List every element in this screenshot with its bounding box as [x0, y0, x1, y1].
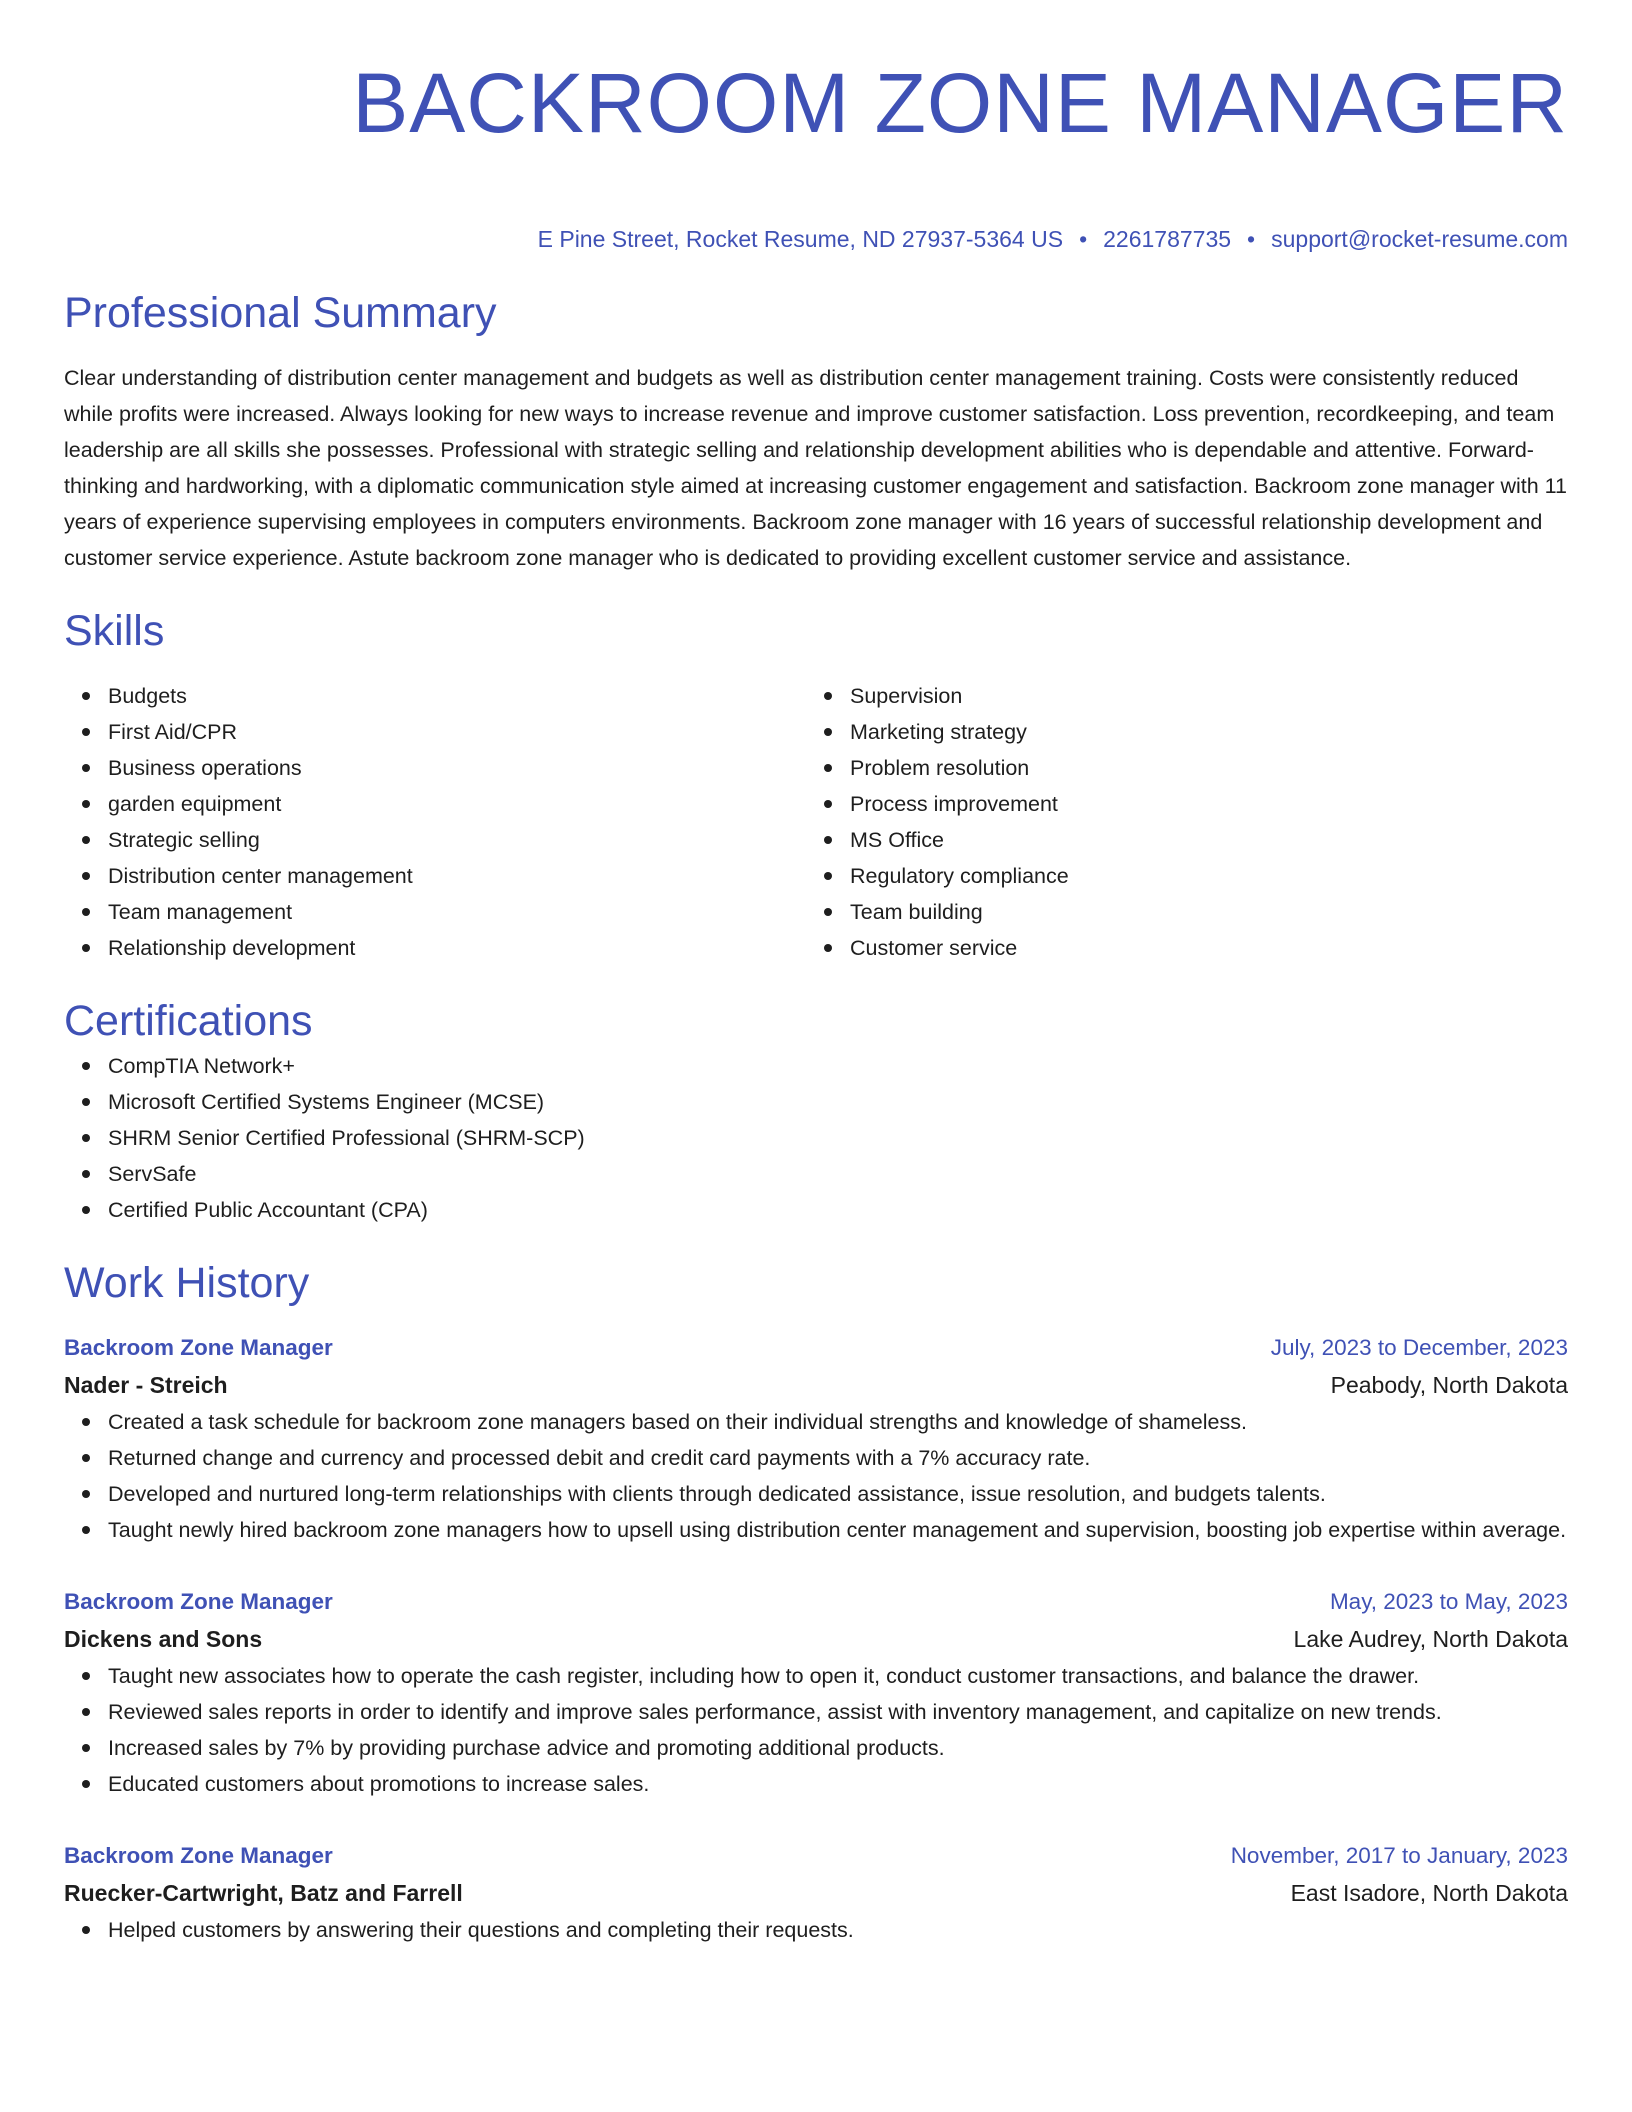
job-bullet [108, 1912, 1568, 1948]
certification-item-text: Microsoft Certified Systems Engineer (MCSE) [108, 1090, 545, 1114]
job-title: Backroom Zone Manager [64, 1843, 333, 1868]
job-bullet [108, 1440, 1568, 1476]
certification-item [108, 1192, 1568, 1228]
job-bullet [108, 1694, 1568, 1730]
contact-address: E Pine Street, Rocket Resume, ND 27937-5364 US [537, 226, 1064, 252]
bullet-dot-icon [82, 872, 90, 880]
bullet-dot-icon [82, 1098, 90, 1106]
job-bullet-list [64, 1404, 1568, 1548]
certification-item-text: Certified Public Accountant (CPA) [108, 1198, 428, 1222]
skill-item [850, 714, 1548, 750]
skills-column-right [806, 678, 1548, 966]
bullet-dot-icon [824, 728, 832, 736]
bullet-dot-icon [82, 1708, 90, 1716]
bullet-dot-icon [824, 836, 832, 844]
certification-item [108, 1156, 1568, 1192]
section-title-skills: Skills [64, 607, 165, 655]
bullet-dot-icon [824, 944, 832, 952]
summary-text: Clear understanding of distribution center management and budgets as well as distribution center management training. Costs were consistently reduced while profits were increased. Always looking for new ways to increase revenue and improve customer satisfaction. Loss prevention, recordkeeping, and team leadership are all skills she possesses. Professional with strategic selling and relationship development abilities who is dependable and attentive. Forward-thinking and hardworking, with a diplomatic communication style aimed at increasing customer engagement and satisfaction. Backroom zone manager with 11 years of experience supervising employees in computers environments. Backroom zone manager with 16 years of successful relationship development and customer service experience. Astute backroom zone manager who is dedicated to providing excellent customer service and assistance. [64, 366, 1567, 570]
bullet-dot-icon [824, 800, 832, 808]
bullet-dot-icon [82, 1672, 90, 1680]
skill-item [850, 822, 1548, 858]
job-bullet-text: Developed and nurtured long-term relationships with clients through dedicated assistance, issue resolution, and budgets talents. [108, 1482, 1326, 1506]
bullet-dot-icon [82, 1062, 90, 1070]
skill-item-text: Business operations [108, 756, 302, 780]
job-company-row [64, 1366, 1568, 1404]
contact-separator: • [1079, 226, 1088, 252]
bullet-dot-icon [82, 1134, 90, 1142]
bullet-dot-icon [82, 1744, 90, 1752]
skill-item-text: Strategic selling [108, 828, 260, 852]
job-dates: November, 2017 to January, 2023 [1230, 1843, 1568, 1868]
skills-list-right [806, 678, 1548, 966]
skills-list-left [64, 678, 806, 966]
bullet-dot-icon [824, 908, 832, 916]
skill-item-text: Team management [108, 900, 293, 924]
contact-line [64, 224, 1568, 254]
skills-column-left [64, 678, 806, 966]
skill-item [108, 822, 806, 858]
job-company: Ruecker-Cartwright, Batz and Farrell [64, 1880, 463, 1906]
resume-page [64, 0, 1568, 2112]
contact-phone: 2261787735 [1103, 226, 1232, 252]
contact-email[interactable]: support@rocket-resume.com [1271, 226, 1568, 252]
bullet-dot-icon [82, 1454, 90, 1462]
job-entry [64, 1838, 1568, 1948]
job-bullet-list [64, 1912, 1568, 1948]
job-bullet-text: Reviewed sales reports in order to identify and improve sales performance, assist with inventory management, and capitalize on new trends. [108, 1700, 1442, 1724]
bullet-dot-icon [82, 944, 90, 952]
skill-item [108, 750, 806, 786]
skill-item-text: Relationship development [108, 936, 356, 960]
skill-item [108, 858, 806, 894]
job-bullet-text: Taught newly hired backroom zone managers how to upsell using distribution center management and supervision, boosting job expertise within average. [108, 1518, 1567, 1542]
section-title-certifications: Certifications [64, 997, 313, 1045]
resume-name: BACKROOM ZONE MANAGER [352, 56, 1568, 150]
skill-item [108, 786, 806, 822]
bullet-dot-icon [82, 1926, 90, 1934]
job-location: Lake Audrey, North Dakota [1293, 1626, 1568, 1652]
bullet-dot-icon [82, 764, 90, 772]
skill-item [108, 930, 806, 966]
skills-grid [64, 678, 1568, 966]
job-bullet-text: Taught new associates how to operate the cash register, including how to open it, conduct customer transactions, and balance the drawer. [108, 1664, 1420, 1688]
certification-item-text: ServSafe [108, 1162, 197, 1186]
skill-item [108, 678, 806, 714]
skill-item-text: Budgets [108, 684, 187, 708]
skill-item-text: garden equipment [108, 792, 282, 816]
job-bullet [108, 1766, 1568, 1802]
job-location: Peabody, North Dakota [1330, 1372, 1568, 1398]
job-title-row [64, 1838, 1568, 1874]
skill-item-text: Problem resolution [850, 756, 1030, 780]
skill-item-text: Distribution center management [108, 864, 413, 888]
certification-item-text: CompTIA Network+ [108, 1054, 295, 1078]
job-bullet-list [64, 1658, 1568, 1802]
job-dates: July, 2023 to December, 2023 [1270, 1335, 1568, 1360]
bullet-dot-icon [82, 1490, 90, 1498]
skill-item-text: Team building [850, 900, 983, 924]
certification-item [108, 1048, 1568, 1084]
skill-item-text: Marketing strategy [850, 720, 1027, 744]
job-bullet-text: Returned change and currency and processed debit and credit card payments with a 7% accuracy rate. [108, 1446, 1091, 1470]
bullet-dot-icon [82, 1780, 90, 1788]
job-title: Backroom Zone Manager [64, 1335, 333, 1360]
job-company-row [64, 1620, 1568, 1658]
job-bullet [108, 1730, 1568, 1766]
bullet-dot-icon [82, 728, 90, 736]
skill-item-text: First Aid/CPR [108, 720, 238, 744]
job-bullet [108, 1404, 1568, 1440]
certifications-list [64, 1048, 1568, 1228]
skill-item [850, 930, 1548, 966]
job-dates: May, 2023 to May, 2023 [1329, 1589, 1568, 1614]
job-entry [64, 1330, 1568, 1548]
bullet-dot-icon [82, 908, 90, 916]
skill-item-text: Supervision [850, 684, 963, 708]
bullet-dot-icon [824, 872, 832, 880]
job-company-row [64, 1874, 1568, 1912]
bullet-dot-icon [824, 692, 832, 700]
skill-item [850, 786, 1548, 822]
bullet-dot-icon [824, 764, 832, 772]
skill-item-text: Customer service [850, 936, 1018, 960]
bullet-dot-icon [82, 1526, 90, 1534]
job-title: Backroom Zone Manager [64, 1589, 333, 1614]
skill-item [850, 858, 1548, 894]
job-company: Dickens and Sons [64, 1626, 263, 1652]
job-location: East Isadore, North Dakota [1290, 1880, 1568, 1906]
bullet-dot-icon [82, 1206, 90, 1214]
bullet-dot-icon [82, 800, 90, 808]
bullet-dot-icon [82, 692, 90, 700]
job-entry [64, 1584, 1568, 1802]
job-bullet [108, 1512, 1568, 1548]
skill-item [850, 750, 1548, 786]
job-bullet-text: Helped customers by answering their questions and completing their requests. [108, 1918, 854, 1942]
skill-item-text: Process improvement [850, 792, 1058, 816]
job-bullet [108, 1658, 1568, 1694]
skill-item [850, 894, 1548, 930]
bullet-dot-icon [82, 836, 90, 844]
certification-item-text: SHRM Senior Certified Professional (SHRM-SCP) [108, 1126, 585, 1150]
job-bullet-text: Increased sales by 7% by providing purchase advice and promoting additional products. [108, 1736, 945, 1760]
bullet-dot-icon [82, 1418, 90, 1426]
skill-item-text: Regulatory compliance [850, 864, 1069, 888]
job-bullet-text: Created a task schedule for backroom zone managers based on their individual strengths and knowledge of shameless. [108, 1410, 1247, 1434]
skill-item [108, 714, 806, 750]
contact-separator: • [1247, 226, 1256, 252]
job-company: Nader - Streich [64, 1372, 228, 1398]
bullet-dot-icon [82, 1170, 90, 1178]
certification-item [108, 1120, 1568, 1156]
skill-item [850, 678, 1548, 714]
job-bullet [108, 1476, 1568, 1512]
work-history-list [64, 1330, 1568, 1948]
job-title-row [64, 1584, 1568, 1620]
section-title-work-history: Work History [64, 1259, 310, 1307]
certification-item [108, 1084, 1568, 1120]
section-title-summary: Professional Summary [64, 289, 497, 337]
job-bullet-text: Educated customers about promotions to increase sales. [108, 1772, 650, 1796]
job-title-row [64, 1330, 1568, 1366]
skill-item-text: MS Office [850, 828, 944, 852]
skill-item [108, 894, 806, 930]
